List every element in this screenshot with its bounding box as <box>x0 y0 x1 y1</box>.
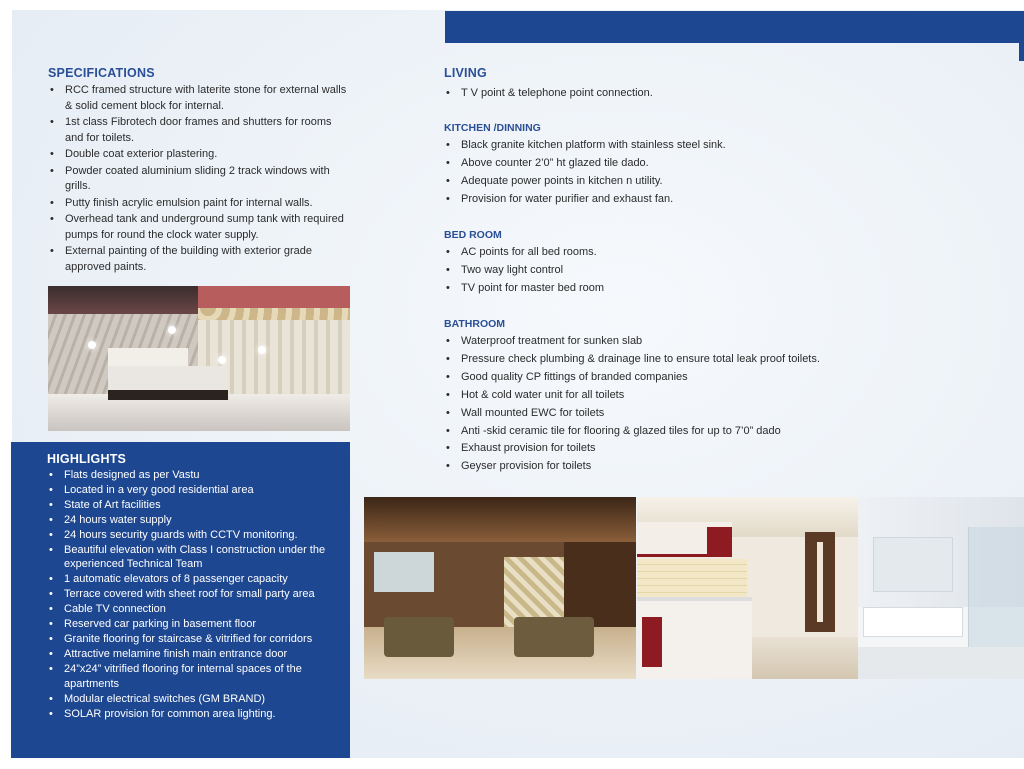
bathroom-list <box>444 333 864 476</box>
bedroom-title: BED ROOM <box>444 229 502 241</box>
list-item: • 1st class Fibrotech door frames and shutters for rooms and for toilets. <box>48 115 348 146</box>
specifications-section <box>48 66 348 276</box>
list-item: • Cable TV connection <box>47 602 347 617</box>
list-item: • 1 automatic elevators of 8 passenger capacity <box>47 572 347 587</box>
list-item: • Overhead tank and underground sump tank with required pumps for round the clock water supply. <box>48 212 348 243</box>
list-item: • Beautiful elevation with Class I construction under the experienced Technical Team <box>47 543 347 573</box>
list-item: • Provision for water purifier and exhaust fan. <box>444 191 864 209</box>
list-item: • Geyser provision for toilets <box>444 458 864 476</box>
highlights-list <box>47 468 347 721</box>
living-list <box>444 85 864 103</box>
highlights-section <box>47 452 347 721</box>
list-item: • Flats designed as per Vastu <box>47 468 347 483</box>
specifications-title: SPECIFICATIONS <box>48 66 155 80</box>
header-bar-accent <box>1019 43 1024 61</box>
list-item: • TV point for master bed room <box>444 280 864 298</box>
list-item: • Reserved car parking in basement floor <box>47 617 347 632</box>
kitchen-section <box>444 122 864 209</box>
list-item: • SOLAR provision for common area lighting. <box>47 707 347 722</box>
kitchen-photo <box>637 497 858 679</box>
list-item: • Pressure check plumbing & drainage line to ensure total leak proof toilets. <box>444 351 864 369</box>
list-item: • Exhaust provision for toilets <box>444 440 864 458</box>
list-item: • Good quality CP fittings of branded companies <box>444 369 864 387</box>
list-item: • Double coat exterior plastering. <box>48 147 348 163</box>
list-item: • Anti -skid ceramic tile for flooring & glazed tiles for up to 7’0” dado <box>444 423 864 441</box>
list-item: • Black granite kitchen platform with stainless steel sink. <box>444 137 864 155</box>
bedroom-section <box>444 229 864 298</box>
list-item: • External painting of the building with exterior grade approved paints. <box>48 244 348 275</box>
bathroom-photo <box>858 497 1024 679</box>
list-item: • Powder coated aluminium sliding 2 track windows with grills. <box>48 164 348 195</box>
list-item: • Wall mounted EWC for toilets <box>444 405 864 423</box>
list-item: • Adequate power points in kitchen n utility. <box>444 173 864 191</box>
list-item: • 24 hours security guards with CCTV monitoring. <box>47 528 347 543</box>
list-item: • Modular electrical switches (GM BRAND) <box>47 692 347 707</box>
list-item: • Terrace covered with sheet roof for small party area <box>47 587 347 602</box>
list-item: • 24 hours water supply <box>47 513 347 528</box>
living-room-photo <box>364 497 636 679</box>
bedroom-photo <box>48 286 350 431</box>
list-item: • Attractive melamine finish main entrance door <box>47 647 347 662</box>
living-section <box>444 66 864 103</box>
bathroom-title: BATHROOM <box>444 318 506 330</box>
list-item: • AC points for all bed rooms. <box>444 244 864 262</box>
list-item: • T V point & telephone point connection. <box>444 85 864 103</box>
list-item: • RCC framed structure with laterite stone for external walls & solid cement block for internal. <box>48 83 348 114</box>
kitchen-list <box>444 137 864 209</box>
list-item: • Waterproof treatment for sunken slab <box>444 333 864 351</box>
bedroom-list <box>444 244 864 298</box>
list-item: • Two way light control <box>444 262 864 280</box>
list-item: • Granite flooring for staircase & vitrified for corridors <box>47 632 347 647</box>
list-item: • Located in a very good residential area <box>47 483 347 498</box>
list-item: • 24”x24” vitrified flooring for internal spaces of the apartments <box>47 662 347 692</box>
list-item: • Hot & cold water unit for all toilets <box>444 387 864 405</box>
kitchen-title: KITCHEN /DINNING <box>444 122 541 134</box>
bathroom-section <box>444 318 864 476</box>
header-color-bar <box>445 11 1024 43</box>
list-item: • Putty finish acrylic emulsion paint for internal walls. <box>48 196 348 212</box>
specifications-list <box>48 83 348 275</box>
list-item: • Above counter 2’0” ht glazed tile dado. <box>444 155 864 173</box>
list-item: • State of Art facilities <box>47 498 347 513</box>
living-title: LIVING <box>444 66 487 80</box>
highlights-title: HIGHLIGHTS <box>47 452 127 466</box>
